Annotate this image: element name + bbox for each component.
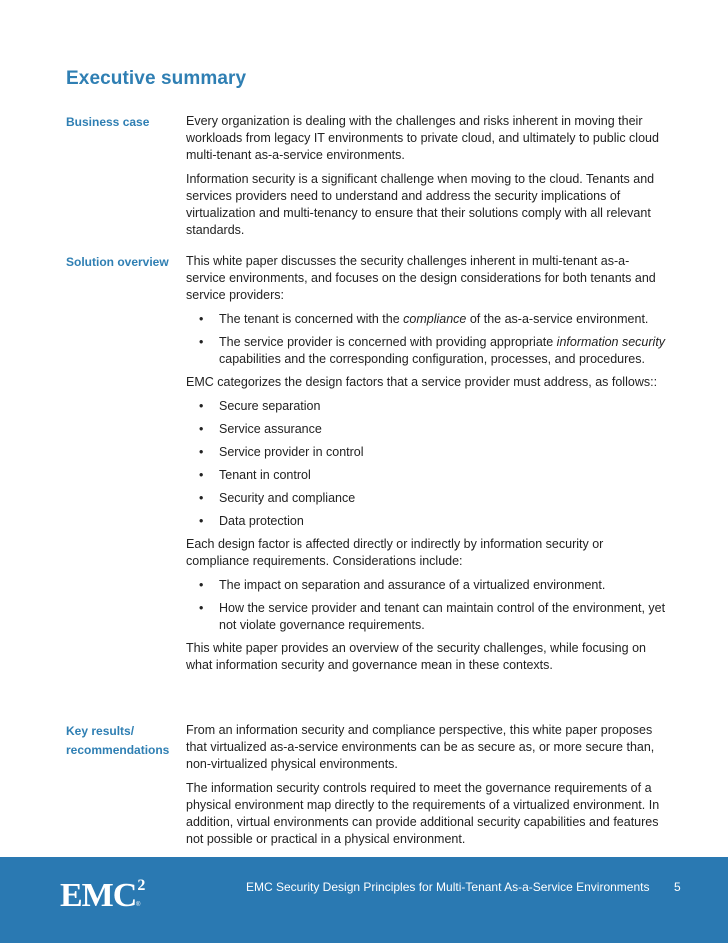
design-factor: Data protection bbox=[219, 514, 304, 528]
bullet-icon: • bbox=[199, 445, 204, 459]
provider-concern-emphasis: information security bbox=[556, 335, 666, 349]
business-case-paragraph: Every organization is dealing with the challenges and risks inherent in moving their workloads from legacy IT environments to private cloud, and ultimately to public cloud multi-tenant as-a-service environments. bbox=[186, 114, 659, 162]
bullet-icon: • bbox=[199, 514, 204, 528]
solution-intro-paragraph: This white paper discusses the security challenges inherent in multi-tenant as-a-service environments, and focuses on the design considerations for both tenants and service providers: bbox=[186, 254, 656, 302]
key-results-label-line: recommendations bbox=[66, 743, 170, 757]
business-case-label: Business case bbox=[66, 115, 150, 129]
key-results-label-line: Key results/ bbox=[66, 724, 135, 738]
design-factor: Secure separation bbox=[219, 399, 321, 413]
tenant-concern-emphasis: compliance bbox=[403, 312, 467, 326]
list-item bbox=[186, 490, 668, 507]
key-results-paragraph: The information security controls required to meet the governance requirements of a physical environment map directly to the requirements of a virtualized environment. In addition, virtual environments can provide additional security capabilities and features not possible or practical in a physical environment. bbox=[186, 781, 660, 846]
considerations-list bbox=[186, 577, 668, 634]
page-title: Executive summary bbox=[66, 68, 247, 89]
bullet-icon: • bbox=[199, 399, 204, 413]
key-results-body bbox=[186, 722, 668, 855]
tenant-concern-text: The tenant is concerned with the bbox=[219, 312, 404, 326]
provider-concern-text-end: capabilities and the corresponding configuration, processes, and procedures. bbox=[219, 352, 645, 366]
bullet-icon: • bbox=[199, 468, 204, 482]
list-item bbox=[186, 600, 668, 634]
list-item bbox=[186, 577, 668, 594]
bullet-icon: • bbox=[199, 491, 204, 505]
page-number: 5 bbox=[674, 880, 681, 894]
list-item bbox=[186, 421, 668, 438]
design-factor: Security and compliance bbox=[219, 491, 356, 505]
bullet-icon: • bbox=[199, 335, 204, 349]
concerns-list bbox=[186, 311, 668, 368]
list-item bbox=[186, 513, 668, 530]
bullet-icon: • bbox=[199, 422, 204, 436]
logo-superscript: 2 bbox=[137, 877, 145, 894]
bullet-icon: • bbox=[199, 578, 204, 592]
design-factors-list bbox=[186, 398, 668, 530]
registered-mark: ® bbox=[136, 902, 141, 908]
design-factor: Service assurance bbox=[219, 422, 322, 436]
solution-overview-body bbox=[186, 253, 668, 681]
logo-text: EMC bbox=[60, 877, 137, 914]
list-item bbox=[186, 467, 668, 484]
business-case-body bbox=[186, 113, 668, 246]
tenant-concern-text-end: of the as-a-service environment. bbox=[466, 312, 649, 326]
provider-concern-text: The service provider is concerned with providing appropriate bbox=[219, 335, 557, 349]
list-item bbox=[186, 334, 668, 368]
page-footer bbox=[0, 857, 728, 943]
solution-closing-paragraph: This white paper provides an overview of the security challenges, while focusing on what information security and governance mean in these contexts. bbox=[186, 641, 646, 672]
key-results-paragraph: From an information security and compliance perspective, this white paper proposes that virtualized as-a-service environments can be as secure as, or more secure than, non-virtualized physical environments. bbox=[186, 723, 655, 771]
list-item bbox=[186, 311, 668, 328]
emc-logo bbox=[60, 877, 144, 915]
considerations-intro-paragraph: Each design factor is affected directly or indirectly by information security or compliance requirements. Considerations include: bbox=[186, 537, 604, 568]
solution-overview-label: Solution overview bbox=[66, 255, 169, 269]
key-results-label bbox=[66, 722, 176, 760]
business-case-paragraph: Information security is a significant challenge when moving to the cloud. Tenants and services providers need to understand and address the security implications of virtualization and multi-tenancy to ensure that their solutions comply with all relevant standards. bbox=[186, 172, 655, 237]
list-item bbox=[186, 398, 668, 415]
factors-intro-paragraph: EMC categorizes the design factors that a service provider must address, as follows:: bbox=[186, 375, 658, 389]
bullet-icon: • bbox=[199, 601, 204, 615]
list-item bbox=[186, 444, 668, 461]
footer-document-title: EMC Security Design Principles for Multi-Tenant As-a-Service Environments bbox=[246, 880, 650, 894]
consideration: How the service provider and tenant can maintain control of the environment, yet not violate governance requirements. bbox=[219, 601, 666, 632]
design-factor: Tenant in control bbox=[219, 468, 311, 482]
bullet-icon: • bbox=[199, 312, 204, 326]
design-factor: Service provider in control bbox=[219, 445, 364, 459]
consideration: The impact on separation and assurance of a virtualized environment. bbox=[219, 578, 606, 592]
